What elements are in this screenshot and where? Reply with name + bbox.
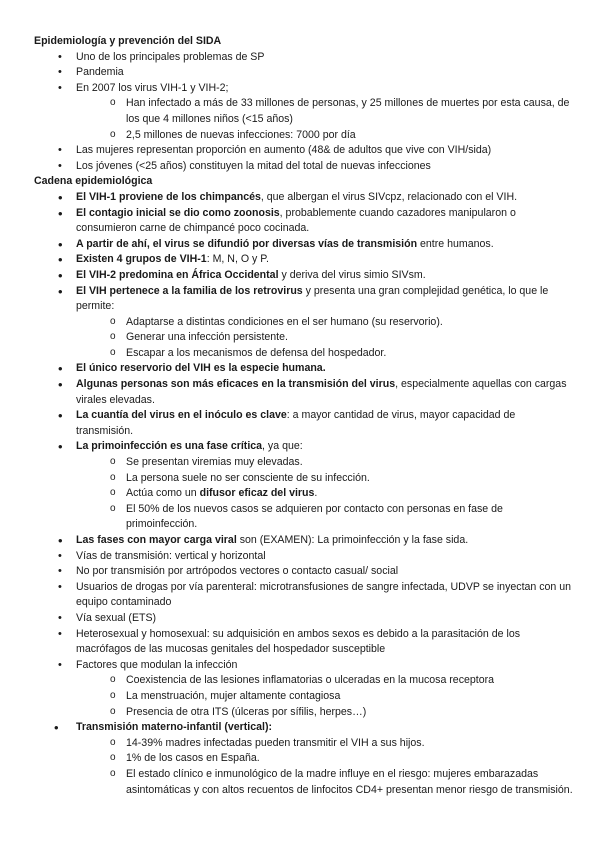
list-item [34,377,573,408]
list-item: • En 2007 los virus VIH-1 y VIH-2; [34,81,573,97]
list-item [34,408,573,439]
bold-text: El VIH-2 predomina en África Occidental [76,268,279,281]
sub-list-item: o Se presentan viremias muy elevadas. [34,455,573,471]
bold-text: La cuantía del virus en el inóculo es clave [76,409,287,422]
text: y presenta una gran complejidad genética, lo que le permite: [76,284,549,313]
list-item: • Uno de los principales problemas de SP [34,50,573,66]
sub-list-item: o 2,5 millones de nuevas infecciones: 7000 por día [34,128,573,144]
text: , que albergan el virus SIVcpz, relacionado con el VIH. [260,190,518,203]
list-item: • Las mujeres representan proporción en aumento (48& de adultos que vive con VIH/sida) [34,143,573,159]
list-item [34,190,573,206]
sub-list-item: o Han infectado a más de 33 millones de personas, y 25 millones de muertes por esta causa, de los que 4 millones niños (<15 años) [34,96,573,127]
list-item: • Pandemia [34,65,573,81]
text: Actúa como un [126,487,200,500]
text: , probablemente cuando cazadores manipularon o consumieron carne de chimpancé poco cocinada. [76,206,516,235]
list-item [34,361,573,377]
list-item: • Vía sexual (ETS) [34,611,573,627]
sub-list-item [34,486,573,502]
bold-text: El contagio inicial se dio como zoonosis [76,206,280,219]
section-title-cadena: Cadena epidemiológica [34,175,153,188]
text: , ya que: [262,440,303,453]
list-item [34,268,573,284]
sub-list-item: o La persona suele no ser consciente de su infección. [34,471,573,487]
list-item: • Usuarios de drogas por vía parenteral: microtransfusiones de sangre infectada, UDVP se inyectan con un equipo contaminado [34,580,573,611]
sub-list-item: o La menstruación, mujer altamente contagiosa [34,689,573,705]
sub-list-item: o El 50% de los nuevos casos se adquieren por contacto con personas en fase de primoinfección. [34,502,573,533]
sub-list-item: o Generar una infección persistente. [34,330,573,346]
list-item: • Los jóvenes (<25 años) constituyen la mitad del total de nuevas infecciones [34,159,573,175]
sub-list-item: o El estado clínico e inmunológico de la madre influye en el riesgo: mujeres embarazadas asintomáticas y con altos recuentos de linfocitos CD4+ presentan menor riesgo de transmisión. [34,767,573,798]
bold-text: El único reservorio del VIH es la especie humana. [76,362,326,375]
list-item [34,720,573,736]
sub-list-item: o 14-39% madres infectadas pueden transmitir el VIH a sus hijos. [34,736,573,752]
text: entre humanos. [417,237,494,250]
bold-text: Las fases con mayor carga viral [76,534,237,546]
list-item [34,284,573,315]
sub-list-item: o Coexistencia de las lesiones inflamatorias o ulceradas en la mucosa receptora [34,673,573,689]
text: son (EXAMEN): La primoinfección y la fase sida. [236,534,469,546]
text: y deriva del virus simio SIVsm. [278,268,426,281]
cadena-list [34,190,573,798]
text: , especialmente aquellas con cargas virales elevadas. [76,378,567,406]
bold-text: El VIH-1 proviene de los chimpancés [76,190,261,203]
section-title-epidemiologia: Epidemiología y prevención del SIDA [34,35,222,47]
list-item [34,237,573,253]
bold-text: A partir de ahí, el virus se difundió por diversas vías de transmisión [76,237,418,250]
bold-text: Transmisión materno-infantil (vertical): [76,721,273,734]
text: : M, N, O y P. [206,253,269,266]
bold-text: Existen 4 grupos de VIH-1 [76,253,207,266]
bold-text: difusor eficaz del virus [199,487,315,500]
list-item [34,439,573,455]
list-item: • Factores que modulan la infección [34,658,573,674]
list-item [34,252,573,268]
list-item [34,206,573,237]
bold-text: El VIH pertenece a la familia de los retrovirus [76,284,303,297]
bold-text: La primoinfección es una fase crítica [76,440,263,453]
bold-text: Algunas personas son más eficaces en la transmisión del virus [76,378,396,391]
sub-list-item: o Presencia de otra ITS (úlceras por sífilis, herpes…) [34,705,573,721]
epidemiologia-list [34,50,573,175]
text: : a mayor cantidad de virus, mayor capacidad de transmisión. [76,409,516,437]
sub-list-item: o Adaptarse a distintas condiciones en el ser humano (su reservorio). [34,315,573,331]
sub-list-item: o Escapar a los mecanismos de defensa del hospedador. [34,346,573,362]
sub-list-item: o 1% de los casos en España. [34,751,573,767]
list-item: • Vías de transmisión: vertical y horizontal [34,549,573,565]
list-item: • Heterosexual y homosexual: su adquisición en ambos sexos es debido a la parasitación de los macrófagos de las mucosas genitales del hospedador susceptible [34,627,573,658]
text: . [314,487,318,500]
list-item [34,533,573,549]
list-item: • No por transmisión por artrópodos vectores o contacto casual/ social [34,564,573,580]
